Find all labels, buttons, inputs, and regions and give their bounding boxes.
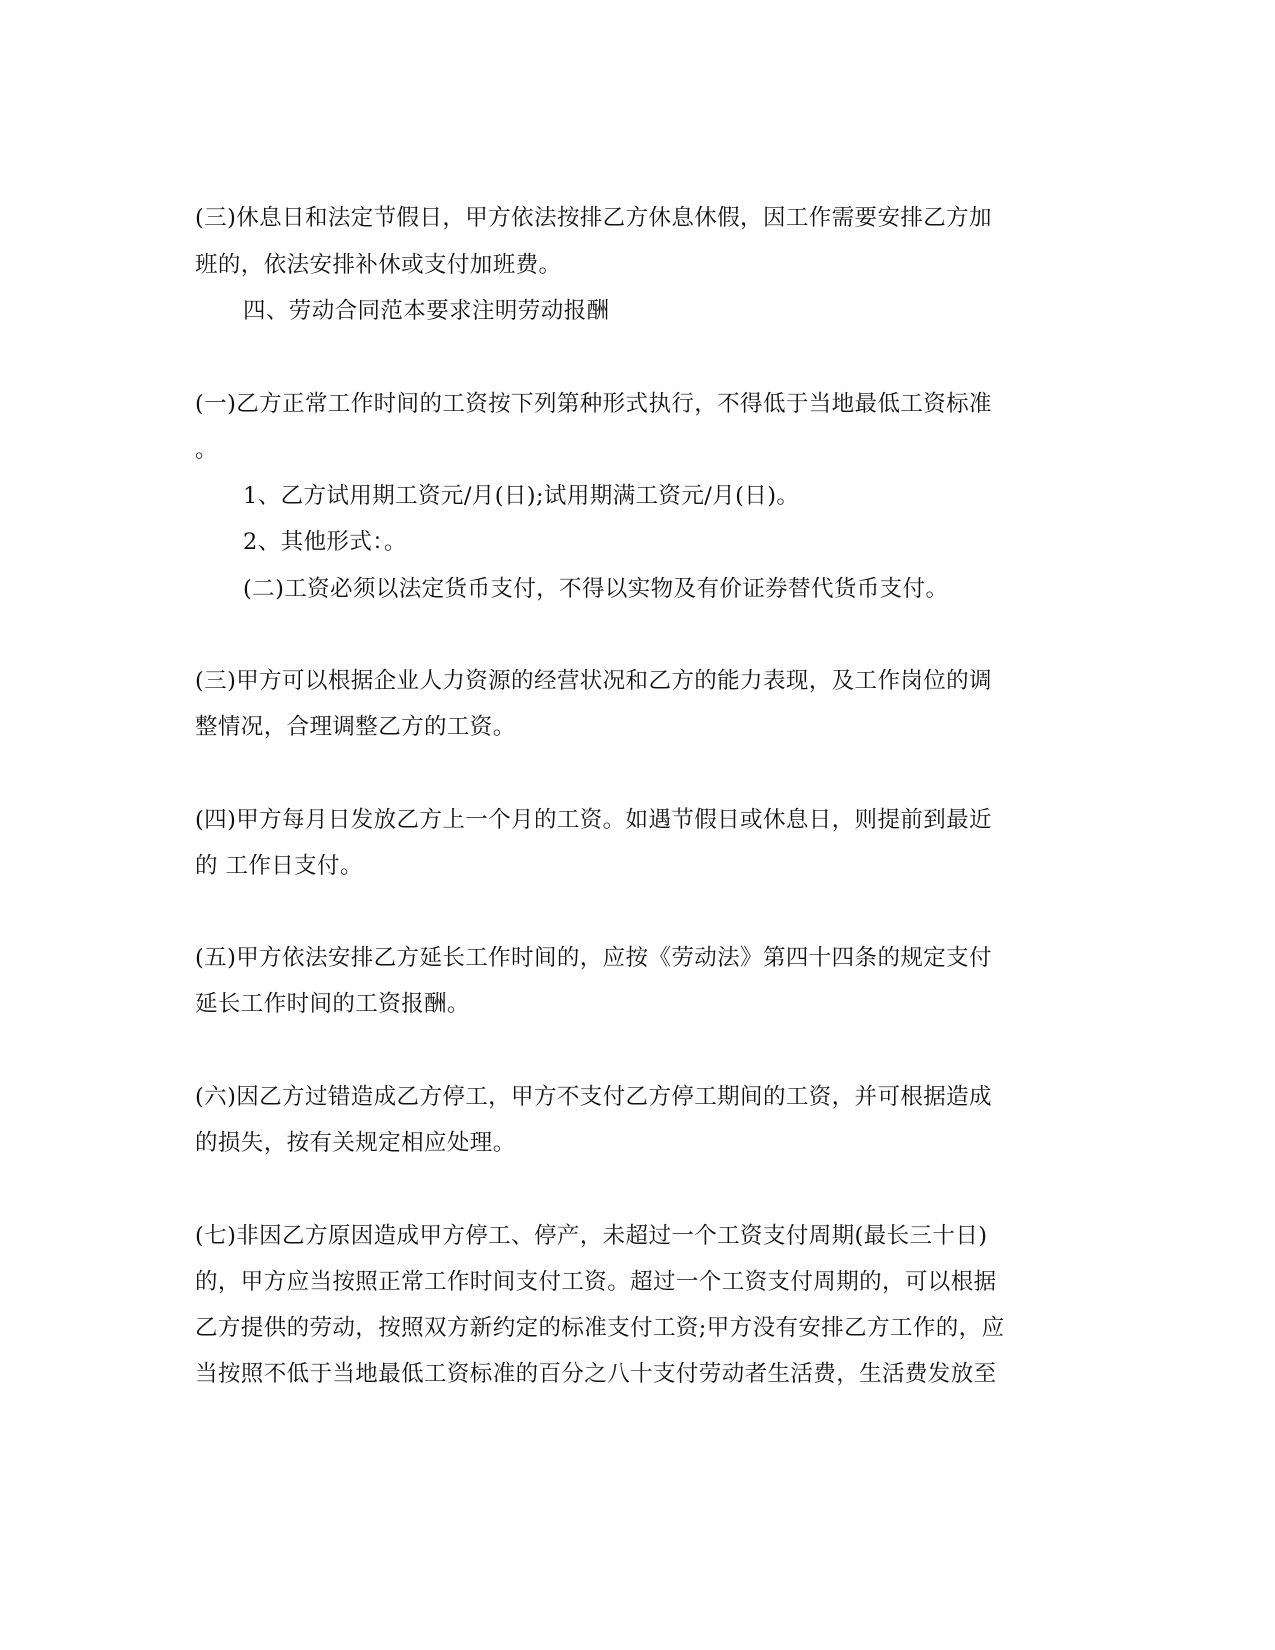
clause-4-line-1: (四)甲方每月日发放乙方上一个月的工资。如遇节假日或休息日，则提前到最近: [195, 807, 992, 833]
clause-2-line: (二)工资必须以法定货币支付，不得以实物及有价证券替代货币支付。: [243, 576, 949, 602]
clause-3b-line-1: (三)甲方可以根据企业人力资源的经营状况和乙方的能力表现，及工作岗位的调: [195, 668, 992, 694]
clause-5-line-1: (五)甲方依法安排乙方延长工作时间的，应按《劳动法》第四十四条的规定支付: [195, 945, 992, 971]
clause-3-line-2: 班的，依法安排补休或支付加班费。: [195, 252, 562, 278]
item-2-line: 2、其他形式：。: [243, 529, 407, 555]
clause-4-line-2: 的 工作日支付。: [195, 853, 363, 879]
clause-3-line-1: (三)休息日和法定节假日，甲方依法按排乙方休息休假，因工作需要安排乙方加: [195, 205, 992, 231]
clause-1-line-1: (一)乙方正常工作时间的工资按下列第种形式执行，不得低于当地最低工资标准: [195, 391, 992, 417]
clause-6-line-2: 的损失，按有关规定相应处理。: [195, 1130, 516, 1156]
clause-7-line-2: 的，甲方应当按照正常工作时间支付工资。超过一个工资支付周期的，可以根据: [195, 1269, 997, 1295]
clause-5-line-2: 延长工作时间的工资报酬。: [195, 991, 470, 1017]
clause-6-line-1: (六)因乙方过错造成乙方停工，甲方不支付乙方停工期间的工资，并可根据造成: [195, 1084, 992, 1110]
clause-3b-line-2: 整情况，合理调整乙方的工资。: [195, 714, 516, 740]
clause-1-line-2: 。: [195, 437, 218, 463]
section-4-heading: 四、劳动合同范本要求注明劳动报酬: [243, 298, 610, 324]
item-1-line: 1、乙方试用期工资元/月(日);试用期满工资元/月(日)。: [243, 483, 800, 509]
clause-7-line-4: 当按照不低于当地最低工资标准的百分之八十支付劳动者生活费，生活费发放至: [195, 1361, 997, 1387]
clause-7-line-3: 乙方提供的劳动，按照双方新约定的标准支付工资;甲方没有安排乙方工作的，应: [195, 1315, 1005, 1341]
clause-7-line-1: (七)非因乙方原因造成甲方停工、停产，未超过一个工资支付周期(最长三十日): [195, 1223, 988, 1249]
